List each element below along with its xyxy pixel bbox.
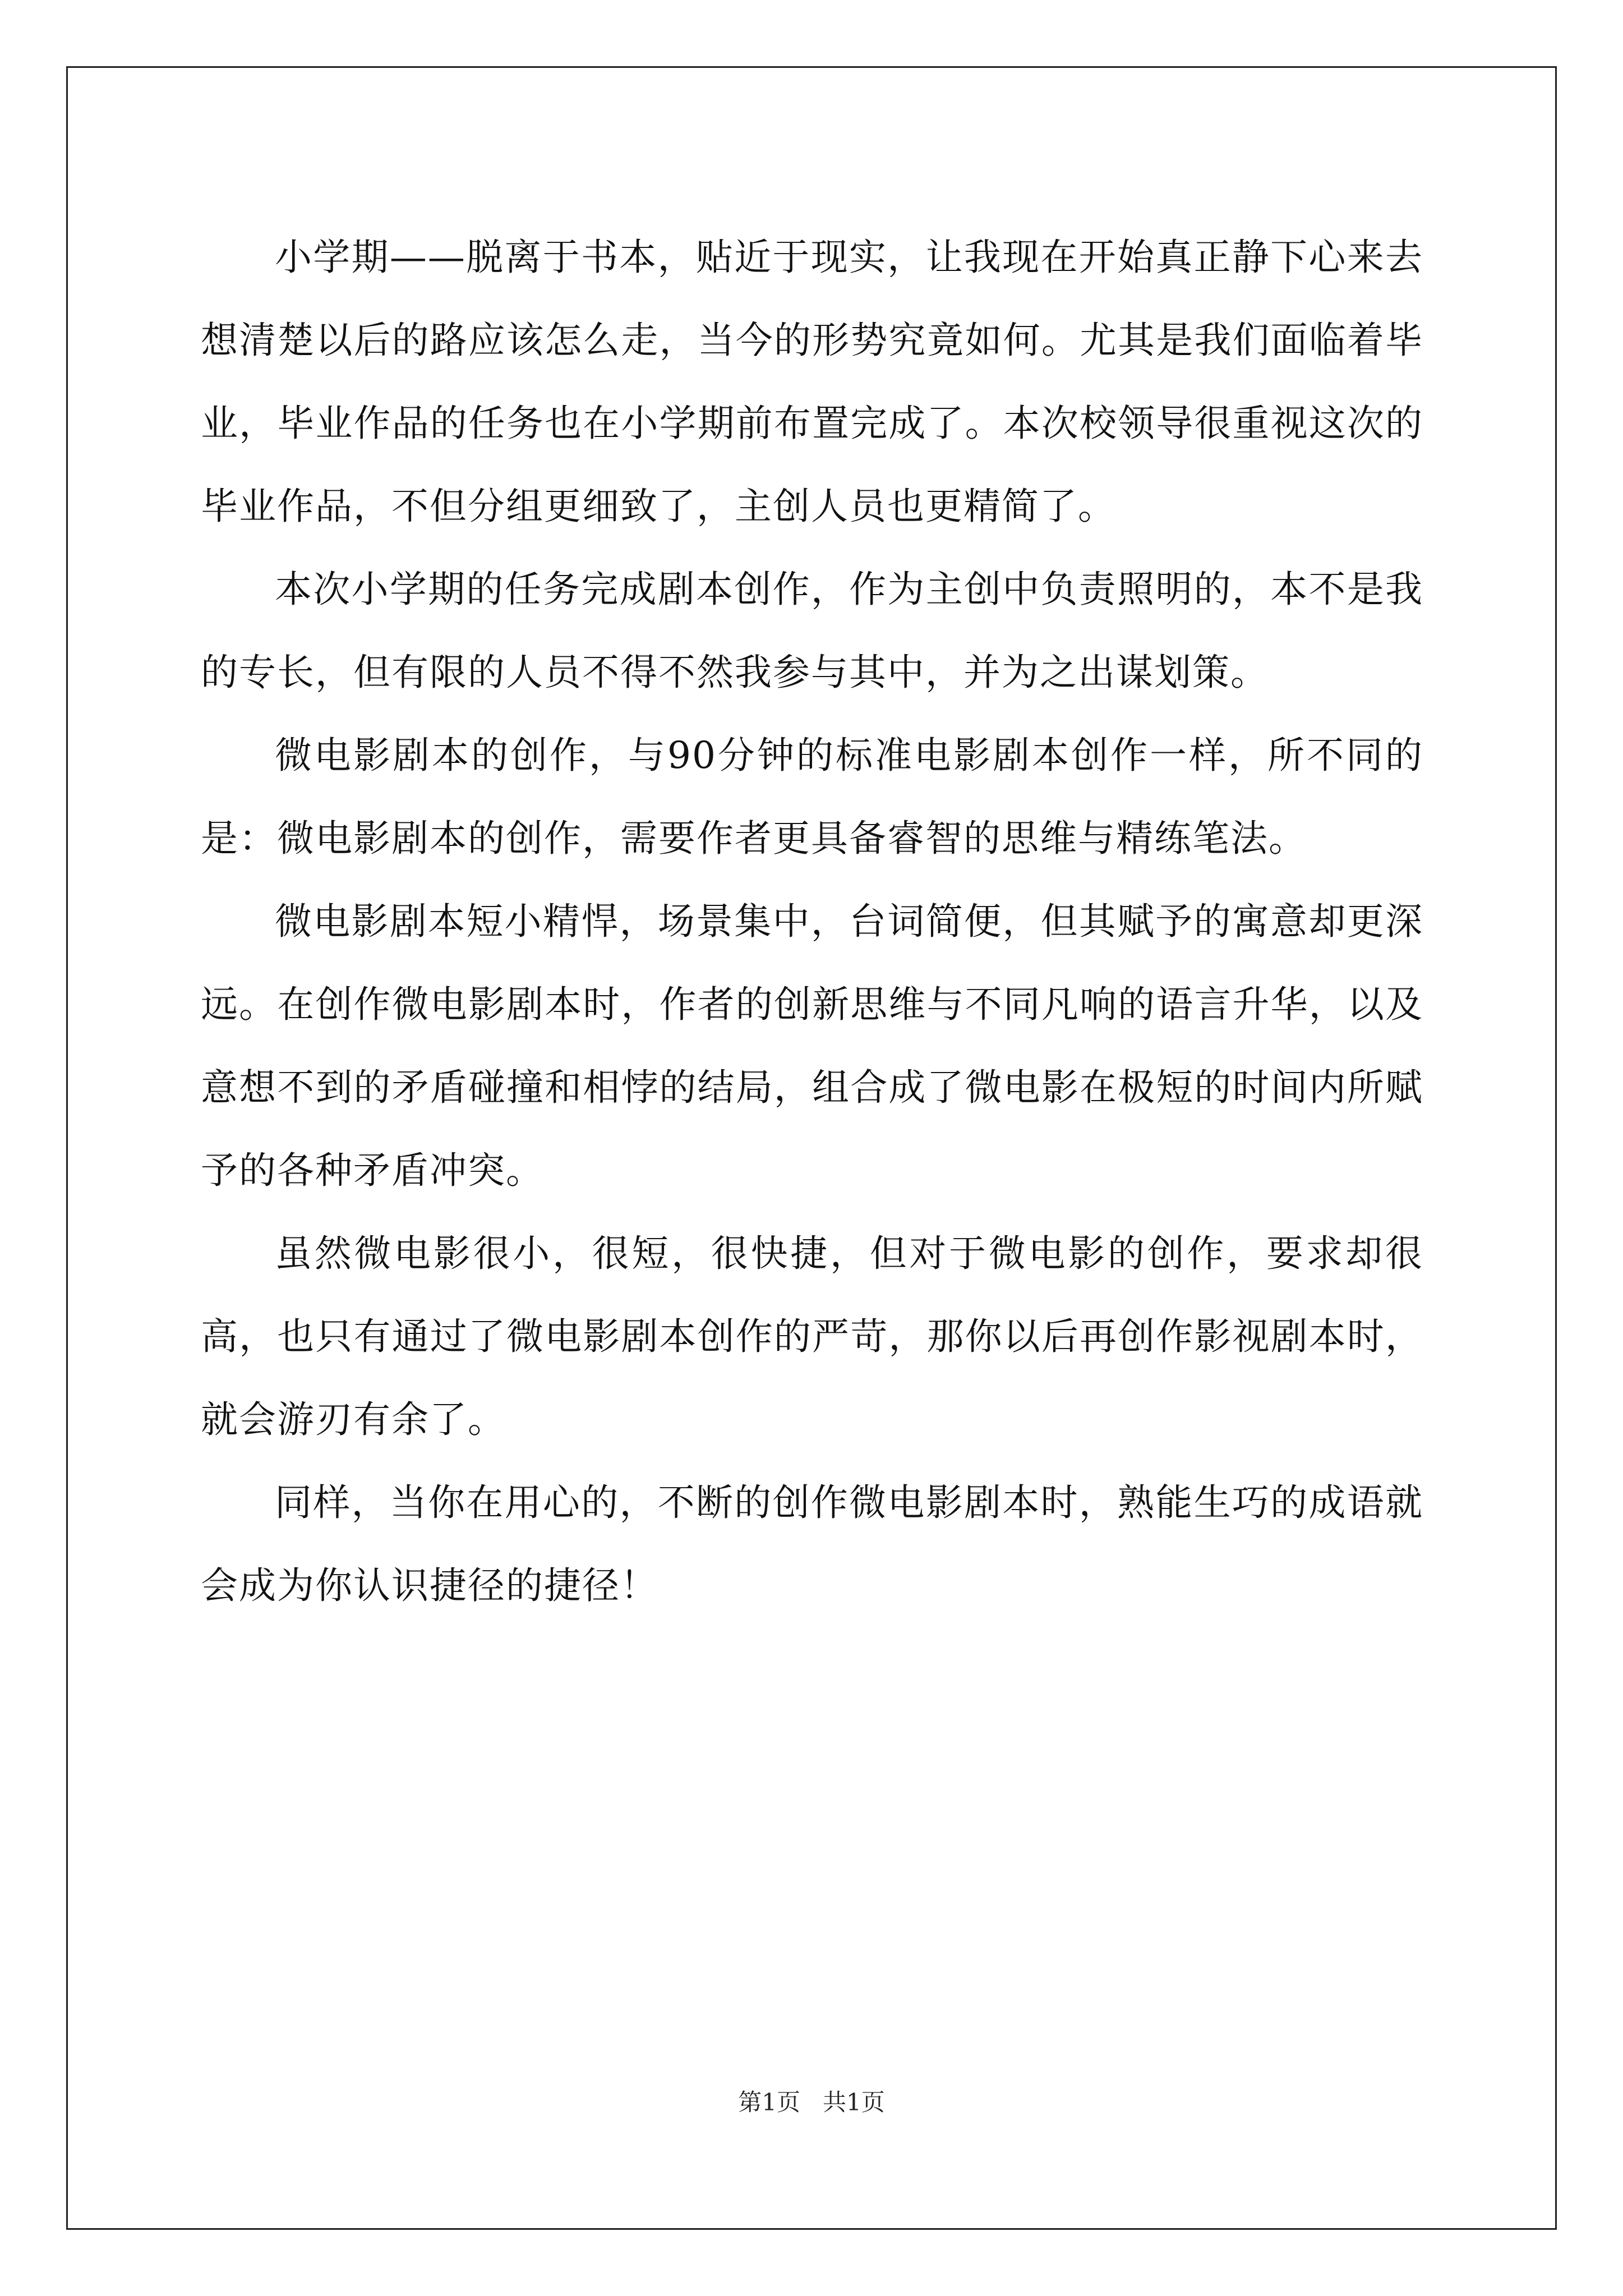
page-total: 共1页 [823,2088,885,2116]
paragraph-3: 微电影剧本的创作，与90分钟的标准电影剧本创作一样，所不同的是：微电影剧本的创作，需要作者更具备睿智的思维与精练笔法。 [201,734,1423,860]
footer-gap [800,2088,823,2116]
paragraph-1: 小学期——脱离于书本，贴近于现实，让我现在开始真正静下心来去想清楚以后的路应该怎么走，当今的形势究竟如何。尤其是我们面临着毕业，毕业作品的任务也在小学期前布置完成了。本次校领导很重视这次的毕业作品，不但分组更细致了，主创人员也更精简了。 [201,236,1423,528]
page-number: 第1页 [738,2088,800,2116]
paragraph-4: 微电影剧本短小精悍，场景集中，台词简便，但其赋予的寓意却更深远。在创作微电影剧本时，作者的创新思维与不同凡响的语言升华，以及意想不到的矛盾碰撞和相悖的结局，组合成了微电影在极短的时间内所赋予的各种矛盾冲突。 [201,900,1423,1192]
page-footer [0,2086,1623,2119]
paragraph-5: 虽然微电影很小，很短，很快捷，但对于微电影的创作，要求却很高，也只有通过了微电影剧本创作的严苛，那你以后再创作影视剧本时，就会游刃有余了。 [201,1232,1423,1441]
paragraph-6: 同样，当你在用心的，不断的创作微电影剧本时，熟能生巧的成语就会成为你认识捷径的捷径！ [201,1481,1423,1607]
document-body [201,216,1423,1627]
paragraph-2: 本次小学期的任务完成剧本创作，作为主创中负责照明的，本不是我的专长，但有限的人员不得不然我参与其中，并为之出谋划策。 [201,568,1423,694]
